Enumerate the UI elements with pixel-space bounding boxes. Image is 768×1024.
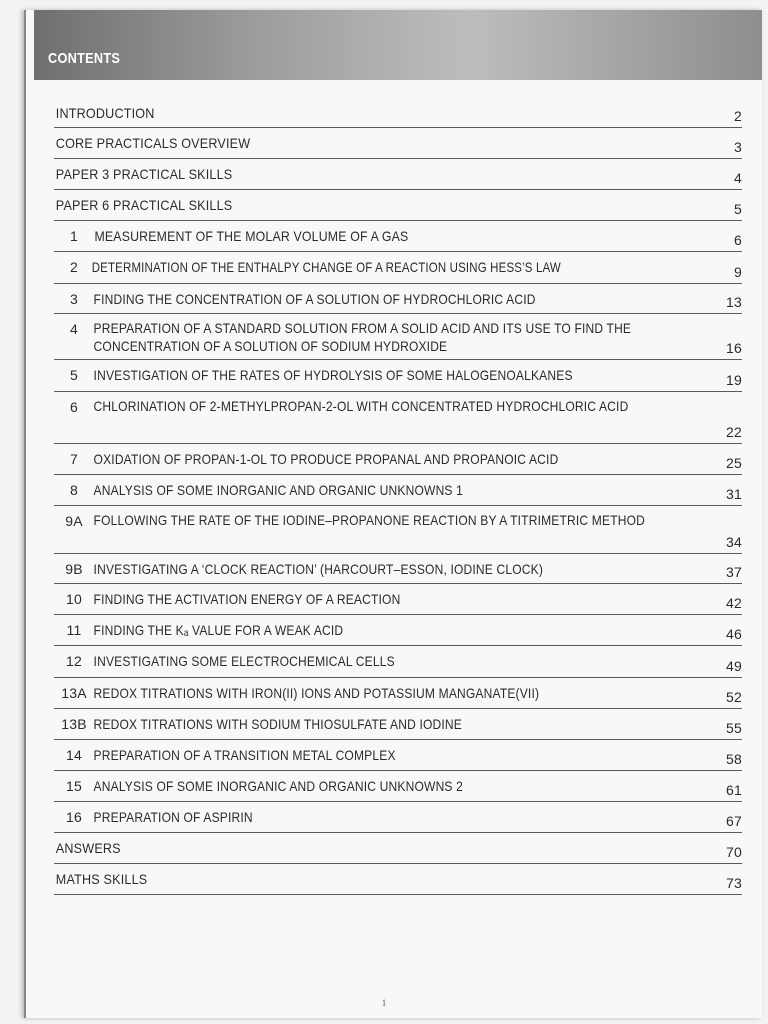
toc-entry-title: FOLLOWING THE RATE OF THE IODINE–PROPANONE REACTION BY A TITRIMETRIC METHOD [93, 512, 645, 528]
toc-entry[interactable] [54, 740, 742, 771]
toc-entry-title: INVESTIGATION OF THE RATES OF HYDROLYSIS OF SOME HALOGENOALKANES [93, 367, 573, 383]
toc-row-maths-skills[interactable] [54, 864, 742, 895]
toc-entry[interactable] [54, 678, 742, 709]
toc-row-title: PAPER 6 PRACTICAL SKILLS [55, 197, 233, 213]
toc-entry-page: 19 [726, 372, 742, 388]
toc-entry-title: ANALYSIS OF SOME INORGANIC AND ORGANIC UNKNOWNS 2 [93, 778, 464, 794]
toc-entry-page: 61 [726, 782, 742, 798]
toc-entry-number: 5 [70, 367, 78, 383]
toc-entry[interactable] [54, 584, 742, 615]
toc-row-page: 2 [734, 108, 742, 124]
toc-row-page: 4 [734, 170, 742, 186]
toc-row-title: INTRODUCTION [55, 105, 155, 121]
toc-entry-number: 14 [66, 747, 82, 763]
toc-entry-number: 9A [65, 513, 83, 529]
toc-entry-title: OXIDATION OF PROPAN-1-OL TO PRODUCE PROPANAL AND PROPANOIC ACID [93, 451, 559, 467]
document-page [24, 10, 762, 1018]
toc-entry-title: CHLORINATION OF 2-METHYLPROPAN-2-OL WITH CONCENTRATED HYDROCHLORIC ACID [93, 398, 629, 414]
toc-entry-number: 7 [70, 451, 78, 467]
toc-entry-title: PREPARATION OF ASPIRIN [93, 809, 253, 825]
toc-entry-title: ANALYSIS OF SOME INORGANIC AND ORGANIC UNKNOWNS 1 [93, 482, 464, 498]
toc-entry-title: INVESTIGATING SOME ELECTROCHEMICAL CELLS [93, 653, 395, 669]
toc-entry[interactable] [54, 221, 742, 252]
toc-row-paper3[interactable] [54, 159, 742, 190]
toc-entry-title: FINDING THE CONCENTRATION OF A SOLUTION OF HYDROCHLORIC ACID [93, 291, 536, 307]
toc-entry-page: 31 [726, 486, 742, 502]
header-band [34, 10, 762, 80]
contents-heading: CONTENTS [48, 50, 121, 67]
toc-entry-page: 52 [726, 689, 742, 705]
toc-entry-number: 8 [70, 482, 78, 498]
toc-entry-title: PREPARATION OF A TRANSITION METAL COMPLEX [93, 747, 396, 763]
toc-entry[interactable] [54, 314, 742, 360]
toc-entry-number: 6 [70, 399, 78, 415]
toc-row-page: 73 [726, 875, 742, 891]
toc-row-title: ANSWERS [55, 840, 121, 856]
toc-entry-number: 2 [70, 259, 78, 275]
toc-entry-title: DETERMINATION OF THE ENTHALPY CHANGE OF A REACTION USING HESS’S LAW [91, 259, 561, 275]
toc-entry-title: REDOX TITRATIONS WITH SODIUM THIOSULFATE AND IODINE [93, 716, 463, 732]
toc-entry-title: PREPARATION OF A STANDARD SOLUTION FROM A SOLID ACID AND ITS USE TO FIND THE CONCENTRATION OF A SOLUTION OF SODIUM HYDROXIDE [93, 320, 632, 354]
toc-row-answers[interactable] [54, 833, 742, 864]
toc-entry[interactable] [54, 554, 742, 584]
toc-entry-page: 67 [726, 813, 742, 829]
toc-entry-number: 13A [61, 685, 87, 701]
toc-entry-number: 1 [70, 228, 78, 244]
toc-row-title: CORE PRACTICALS OVERVIEW [55, 135, 251, 151]
toc-entry-page: 55 [726, 720, 742, 736]
toc-entry[interactable] [54, 475, 742, 506]
toc-entry-page: 34 [726, 534, 742, 550]
toc-entry-page: 42 [726, 595, 742, 611]
toc-entry[interactable] [54, 360, 742, 392]
toc-entry-page: 37 [726, 564, 742, 580]
toc-entry-title: FINDING THE ACTIVATION ENERGY OF A REACTION [93, 591, 401, 607]
toc-entry[interactable] [54, 444, 742, 475]
toc-entry-number: 11 [66, 622, 82, 638]
toc-entry-title: MEASUREMENT OF THE MOLAR VOLUME OF A GAS [94, 228, 409, 244]
toc-row-page: 3 [734, 139, 742, 155]
toc-entry[interactable] [54, 392, 742, 444]
toc-entry-title: FINDING THE Kₐ VALUE FOR A WEAK ACID [93, 622, 344, 638]
table-of-contents [54, 96, 742, 895]
toc-entry-title: INVESTIGATING A ‘CLOCK REACTION’ (HARCOURT–ESSON, IODINE CLOCK) [93, 561, 544, 577]
toc-entry-page: 22 [726, 424, 742, 440]
page-number: 1 [381, 998, 387, 1008]
toc-entry[interactable] [54, 252, 742, 284]
toc-entry-page: 9 [734, 264, 742, 280]
toc-entry-number: 9B [65, 561, 83, 577]
toc-entry[interactable] [54, 646, 742, 678]
toc-row-page: 5 [734, 201, 742, 217]
toc-entry-number: 16 [66, 809, 82, 825]
toc-row-introduction[interactable] [54, 96, 742, 128]
toc-entry[interactable] [54, 802, 742, 833]
toc-row-title: PAPER 3 PRACTICAL SKILLS [55, 166, 233, 182]
toc-entry-number: 3 [70, 291, 78, 307]
toc-entry-number: 10 [66, 591, 82, 607]
toc-entry[interactable] [54, 709, 742, 740]
toc-row-title: MATHS SKILLS [55, 871, 148, 887]
toc-entry-page: 25 [726, 455, 742, 471]
toc-row-page: 70 [726, 844, 742, 860]
toc-entry[interactable] [54, 284, 742, 314]
toc-entry-number: 12 [66, 653, 82, 669]
toc-entry-page: 49 [726, 658, 742, 674]
toc-entry-number: 13B [61, 716, 87, 732]
toc-entry-page: 46 [726, 626, 742, 642]
toc-entry-page: 16 [726, 340, 742, 356]
toc-entry-page: 58 [726, 751, 742, 767]
toc-entry-page: 13 [726, 294, 742, 310]
toc-entry[interactable] [54, 615, 742, 646]
toc-row-core-practicals[interactable] [54, 128, 742, 159]
toc-entry[interactable] [54, 506, 742, 554]
toc-entry-title: REDOX TITRATIONS WITH IRON(II) IONS AND POTASSIUM MANGANATE(VII) [93, 685, 540, 701]
toc-entry-page: 6 [734, 232, 742, 248]
toc-entry-number: 15 [66, 778, 82, 794]
toc-row-paper6[interactable] [54, 190, 742, 221]
toc-entry[interactable] [54, 771, 742, 802]
toc-entry-number: 4 [70, 321, 78, 337]
